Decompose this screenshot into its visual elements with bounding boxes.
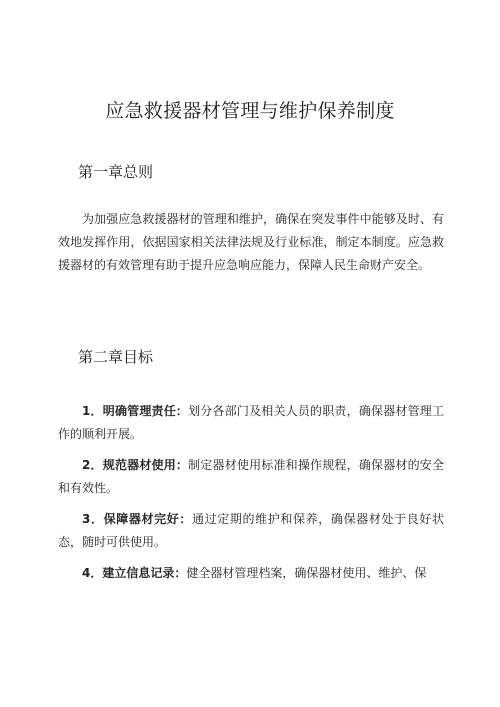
goal-item [58,454,444,500]
goal-item-text: 通过定期的维护和保养，确保器材处于良好状态，随时可供使用。 [58,512,444,549]
goal-item-number: 1． [82,404,103,418]
chapter-1-paragraph: 为加强应急救援器材的管理和维护，确保在突发事件中能够及时、有效地发挥作用，依据国家相关法律法规及行业标准，制定本制度。应急救援器材的有效管理有助于提升应急响应能力，保障人民生命财产安全。 [58,212,444,272]
goal-item-text: 划分各部门及相关人员的职责，确保器材管理工作的顺利开展。 [58,404,444,441]
goal-item-label: 保障器材完好： [103,512,193,526]
goal-item-number: 3． [82,512,104,526]
goal-item-number: 2． [82,458,103,472]
goal-item-text: 健全器材管理档案，确保器材使用、维护、保 [186,566,427,580]
goal-item-text: 制定器材使用标准和操作规程，确保器材的安全和有效性。 [58,458,444,495]
goal-item [58,508,444,554]
goal-item [58,562,444,585]
goal-item [58,400,444,446]
goal-item-label: 明确管理责任： [102,404,189,418]
goal-item-label: 规范器材使用： [102,458,189,472]
document-title: 应急救援器材管理与维护保养制度 [105,100,395,122]
goal-item-label: 建立信息记录： [102,566,187,580]
chapter-2-heading: 第二章目标 [78,348,154,366]
chapter-1-heading: 第一章总则 [78,163,154,181]
goal-item-number: 4． [82,566,103,580]
